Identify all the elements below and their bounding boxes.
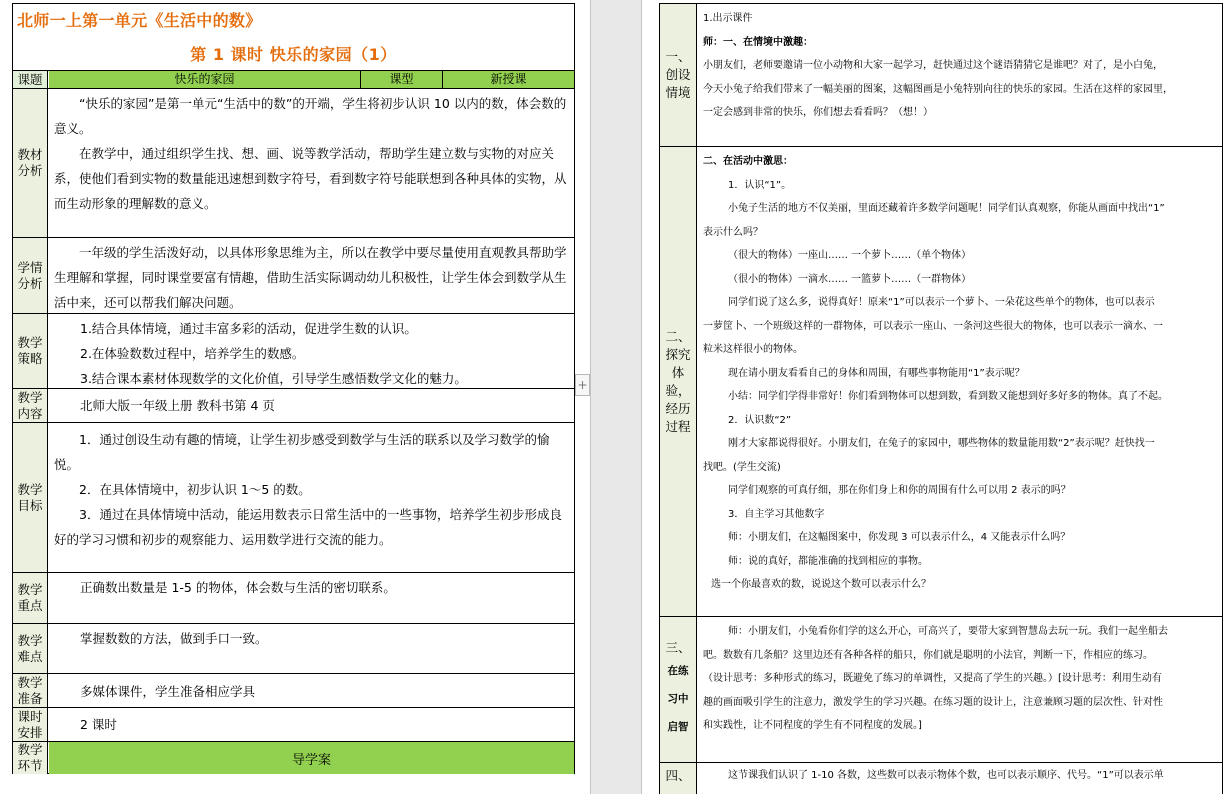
paragraph: 在教学中，通过组织学生找、想、画、说等教学活动，帮助学生建立数与实物的对应关系，使他们看到实物的数量能迅速想到数字符号，看到数字符号能联想到各种具体的实物，从而生动形象的理解数的意义。 — [54, 146, 567, 211]
row-content — [49, 674, 574, 707]
text-line: 小朋友们，老师要邀请一位小动物和大家一起学习，赶快通过这个谜语猜猜它是谁吧？对了，是小白兔， — [703, 60, 1163, 71]
section-label: 一、创设情境 — [660, 4, 697, 146]
row-label: 学情分析 — [13, 238, 48, 313]
paragraph: 2.在体验数数过程中，培养学生的数感。 — [80, 346, 305, 361]
text-line: 小兔子生活的地方不仅美丽，里面还藏着许多数学问题呢！同学们认真观察，你能从画面中找出“1” — [728, 203, 1165, 214]
text-line: 表示什么吗？ — [703, 226, 763, 238]
row-label: 教学重点 — [13, 573, 48, 623]
row-content — [49, 238, 574, 313]
guide-plan-header: 导学案 — [49, 742, 574, 774]
row-preparation — [13, 674, 574, 708]
section-label-title: 在练习中启智 — [667, 664, 689, 733]
section-practice — [660, 617, 1222, 763]
table-add-handle-icon[interactable]: + — [575, 374, 590, 396]
row-label: 教学内容 — [13, 389, 48, 422]
text-line: 刚才大家都说得很好。小朋友们，在兔子的家园中，哪些物体的数量能用数“2”表示呢？赶快找一 — [728, 438, 1155, 449]
lesson-plan-table-right — [659, 3, 1223, 794]
type-value: 新授课 — [443, 71, 574, 88]
row-difficulties — [13, 624, 574, 674]
row-content — [49, 314, 574, 388]
section-content — [698, 4, 1222, 146]
text-line: 1.出示课件 — [703, 13, 753, 24]
row-content — [49, 573, 574, 623]
text-line: 吧。数数有几条船？这里边还有各种各样的船只，你们就是聪明的小法官，判断一下，作相应的练习。 — [703, 649, 1153, 661]
paragraph: “快乐的家园”是第一单元“生活中的数”的开端，学生将初步认识 10 以内的数，体会数的意义。 — [54, 96, 567, 136]
text-line: 一定会感到非常的快乐，你们想去看看吗？（想！） — [703, 107, 933, 118]
row-objectives — [13, 423, 574, 573]
paragraph: 3．通过在具体情境中活动，能运用数表示日常生活中的一些事物，培养学生初步形成良好的学习习惯和初步的观察能力、运用数学进行交流的能力。 — [54, 507, 562, 547]
text-line: 选一个你最喜欢的数，说说这个数可以表示什么？ — [711, 579, 931, 590]
section-content — [698, 617, 1222, 762]
row-teaching-steps — [13, 742, 574, 774]
paragraph: 1.结合具体情境，通过丰富多彩的活动，促进学生数的认识。 — [80, 321, 417, 336]
text-line: 同学们说了这么多，说得真好！原来“1”可以表示一个萝卜、一朵花这些单个的物体，也可以表示 — [728, 297, 1155, 308]
row-content — [49, 389, 574, 422]
paragraph: 2．在具体情境中，初步认识 1～5 的数。 — [79, 482, 311, 497]
section-summary — [660, 763, 1222, 794]
text-line: 师：一、在情境中激趣： — [703, 36, 813, 48]
row-label: 教学环节 — [13, 742, 48, 774]
paragraph: 正确数出数量是 1-5 的物体，体会数与生活的密切联系。 — [80, 580, 396, 595]
lesson-plan-table-left — [12, 3, 575, 774]
text-line: 今天小兔子给我们带来了一幅美丽的图案，这幅图画是小兔特别向往的快乐的家园。生活在这样的家园里， — [703, 83, 1173, 95]
text-line: 找吧。(学生交流) — [703, 461, 781, 473]
section-explore — [660, 147, 1222, 617]
text-line: 2．认识数“2” — [728, 414, 792, 426]
text-line: 小结：同学们学得非常好！你们看到物体可以想到数，看到数又能想到好多好多的物体。真了不起。 — [728, 391, 1168, 402]
paragraph: 1．通过创设生动有趣的情境，让学生初步感受到数学与生活的联系以及学习数学的愉悦。 — [54, 432, 550, 472]
text-line: 二、在活动中激思： — [703, 156, 793, 167]
text-line: 师：小朋友们，在这幅图案中，你发现 3 可以表示什么，4 又能表示什么吗？ — [728, 532, 1071, 543]
text-line: 3．自主学习其他数字 — [728, 508, 825, 520]
document-title: 北师一上第一单元《生活中的数》 — [17, 11, 262, 30]
text-line: 现在请小朋友看看自己的身体和周围，有哪些事物能用“1”表示呢？ — [728, 367, 1025, 379]
topic-label: 课题 — [13, 71, 48, 88]
text-line: 趣的画面吸引学生的注意力，激发学生的学习兴趣。在练习题的设计上，注意兼顾习题的层次性、针对性 — [703, 696, 1163, 708]
row-content — [49, 423, 574, 572]
text-line: 师：说的真好，都能准确的找到相应的事物。 — [728, 555, 928, 567]
row-key-points — [13, 573, 574, 624]
paragraph: 一年级的学生活泼好动，以具体形象思维为主，所以在教学中要尽量使用直观教具帮助学生理解和掌握，同时课堂要富有情趣，借助生活实际调动幼儿积极性，让学生体会到数学从生活中来，还可以帮我们解决问题。 — [54, 245, 567, 310]
paragraph: 2 课时 — [80, 717, 117, 732]
paragraph: 北师大版一年级上册 教科书第 4 页 — [80, 398, 275, 413]
page-edge-right — [641, 0, 642, 794]
row-content — [49, 624, 574, 673]
row-material-analysis — [13, 89, 574, 238]
row-schedule — [13, 708, 574, 742]
page-edge-left — [590, 0, 591, 794]
text-line: （很大的物体）一座山…… 一个萝卜……（单个物体） — [728, 250, 972, 261]
section-label: 二、探究体验，经历过程 — [660, 147, 697, 616]
header-row — [13, 71, 574, 89]
row-label: 教材分析 — [13, 89, 48, 237]
row-strategy — [13, 314, 574, 389]
text-line: 同学们观察的可真仔细，那在你们身上和你的周围有什么可以用 2 表示的吗？ — [728, 485, 1071, 496]
text-line: 1．认识“1”。 — [728, 179, 792, 191]
row-content-source — [13, 389, 574, 423]
row-content — [49, 708, 574, 741]
row-student-analysis — [13, 238, 574, 314]
text-line: （设计思考：多种形式的练习，既避免了练习的单调性，又提高了学生的兴趣。）[设计思考：利用生动有 — [703, 673, 1162, 684]
type-label: 课型 — [361, 71, 443, 88]
row-label: 教学难点 — [13, 624, 48, 673]
text-line: 这节课我们认识了 1-10 各数，这些数可以表示物体个数，也可以表示顺序、代号。“1”可以表示单 — [728, 770, 1164, 781]
page-gutter — [590, 0, 642, 794]
topic-value: 快乐的家园 — [49, 71, 361, 88]
section-content — [698, 763, 1222, 794]
section-label: 四、 — [660, 763, 697, 794]
paragraph: 多媒体课件，学生准备相应学具 — [80, 684, 256, 699]
section-scenario — [660, 4, 1222, 147]
lesson-title: 第 1 课时 快乐的家园（1） — [190, 45, 397, 64]
title-block — [13, 4, 574, 71]
section-label-number: 三、 — [665, 639, 691, 655]
row-label: 教学准备 — [13, 674, 48, 707]
section-label — [660, 617, 697, 762]
section-content — [698, 147, 1222, 616]
text-line: 和实践性，让不同程度的学生有不同程度的发展。] — [703, 720, 922, 731]
paragraph: 掌握数数的方法，做到手口一致。 — [80, 631, 268, 646]
text-line: 师：小朋友们，小兔看你们学的这么开心，可高兴了，要带大家到智慧岛去玩一玩。我们一起坐船去 — [728, 626, 1168, 637]
text-line: （很小的物体）一滴水…… 一篮萝卜……（一群物体） — [728, 273, 972, 285]
row-label: 教学策略 — [13, 314, 48, 388]
row-label: 教学目标 — [13, 423, 48, 572]
row-content — [49, 89, 574, 237]
row-label: 课时安排 — [13, 708, 48, 741]
paragraph: 3.结合课本素材体现数学的文化价值，引导学生感悟数学文化的魅力。 — [80, 371, 467, 386]
text-line: 一萝筐卜、一个班级这样的一群物体，可以表示一座山、一条河这些很大的物体，也可以表示一滴水、一 — [703, 320, 1163, 332]
text-line: 粒米这样很小的物体。 — [703, 344, 803, 355]
